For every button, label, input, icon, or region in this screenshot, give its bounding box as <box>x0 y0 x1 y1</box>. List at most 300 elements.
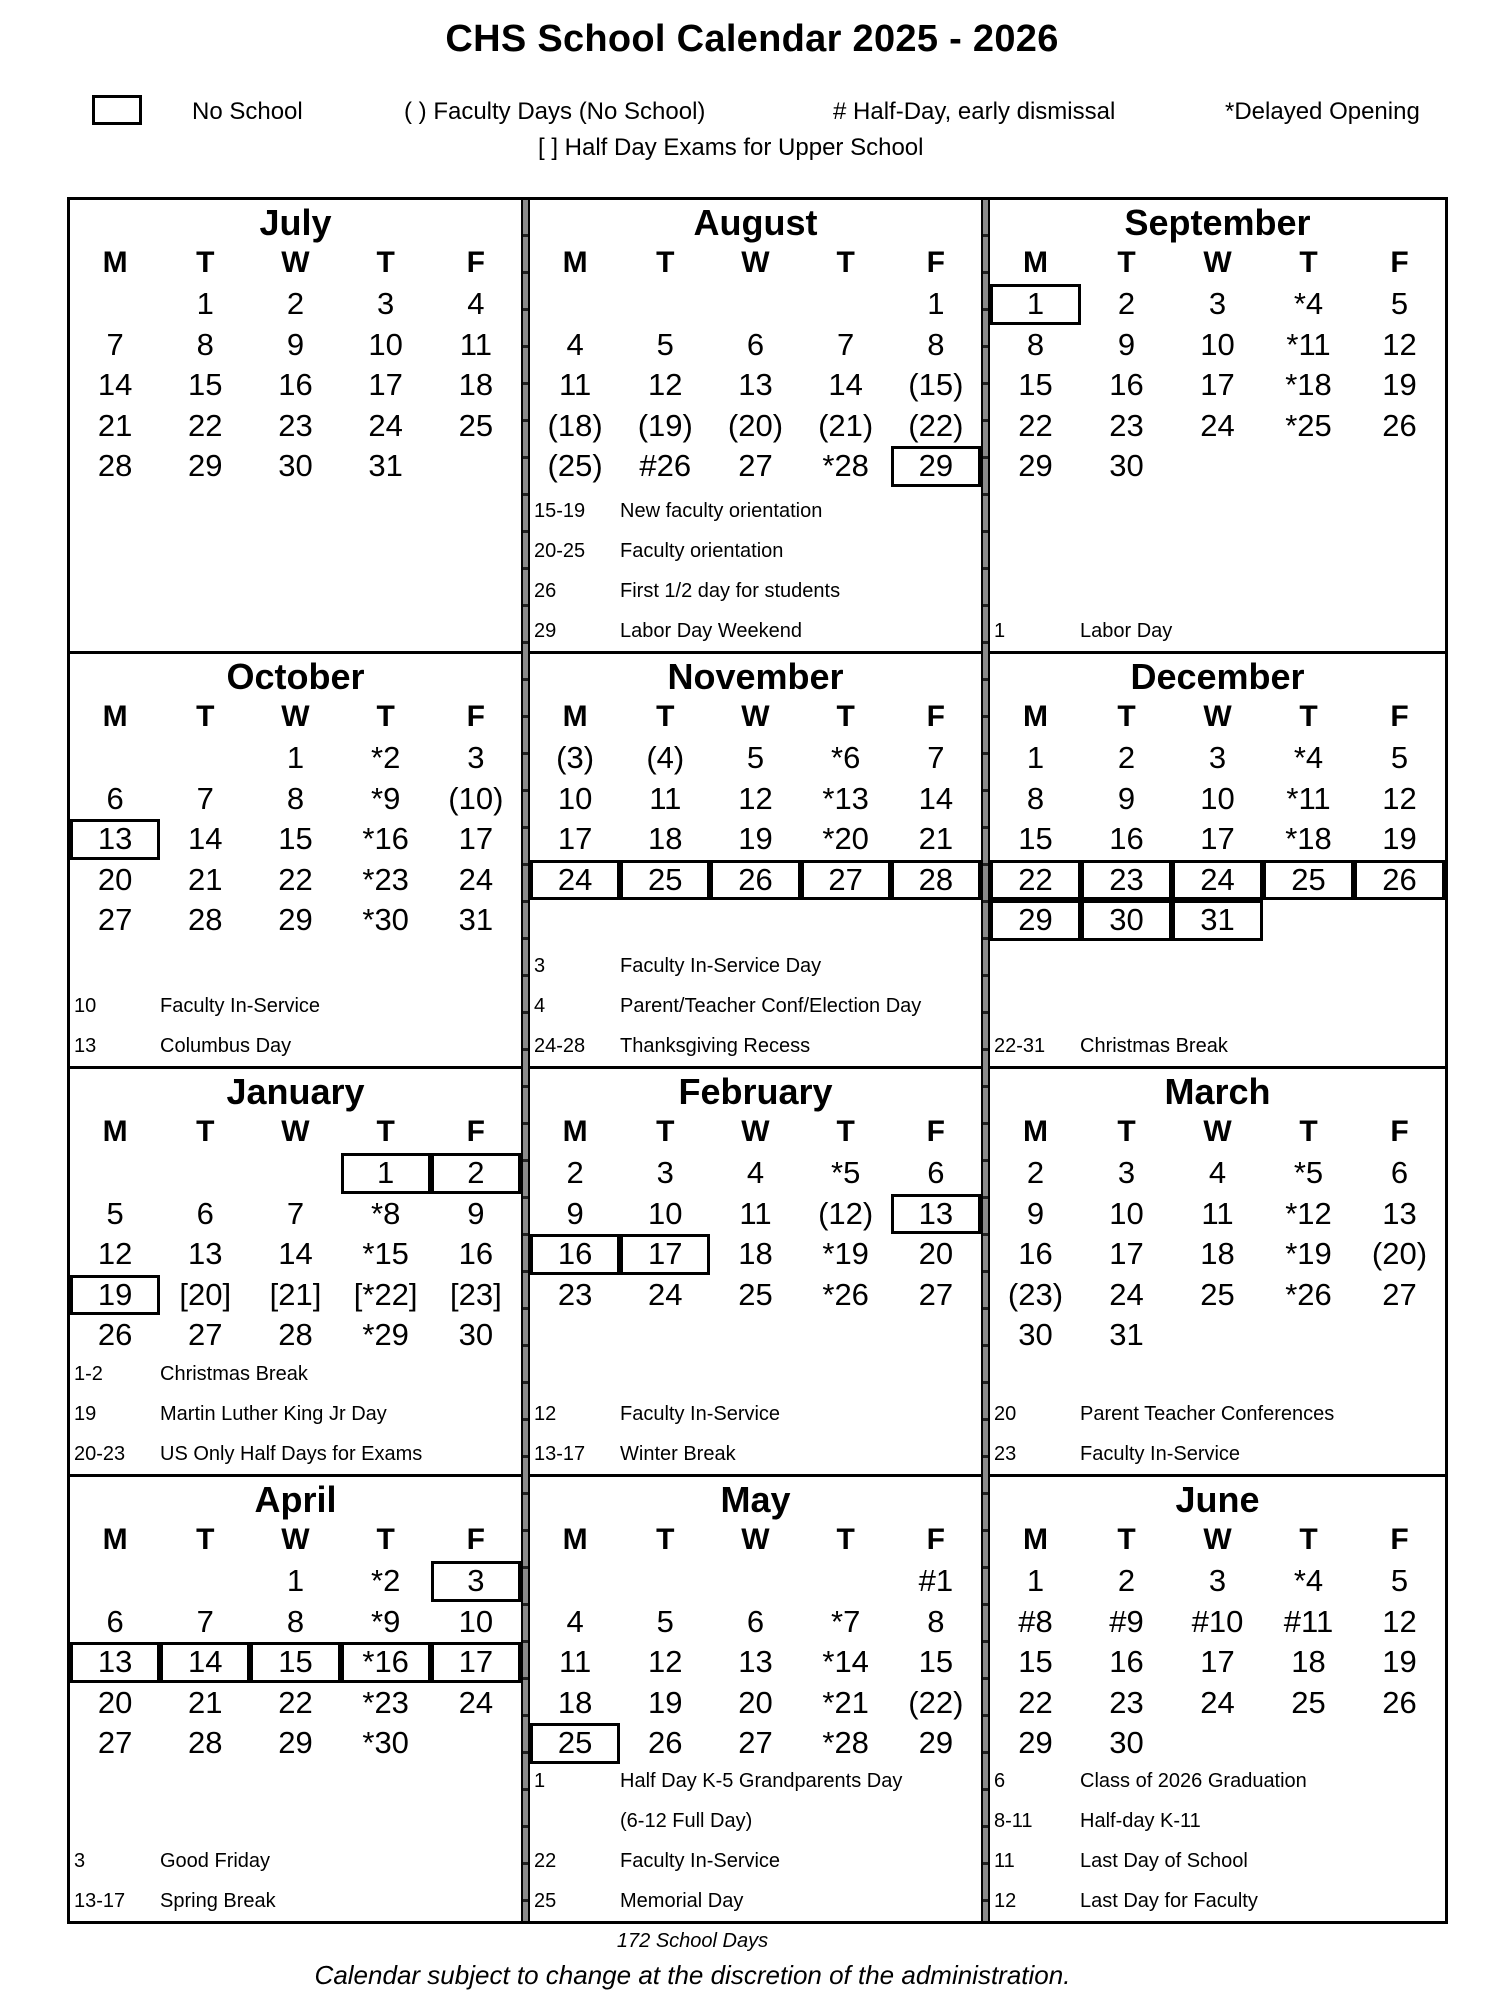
day-cell <box>620 1561 710 1602</box>
day-cell: 9 <box>566 1195 584 1231</box>
day-cell <box>431 1723 521 1764</box>
day-header: T <box>656 246 675 279</box>
day-cell: *4 <box>1293 1563 1324 1598</box>
week-row <box>990 1275 1445 1316</box>
day-cell: 12 <box>648 1644 683 1679</box>
note-row <box>530 986 981 1026</box>
day-cell: (20) <box>1371 1236 1428 1271</box>
day-cell <box>70 1153 160 1194</box>
day-cell: 4 <box>467 286 485 321</box>
no-school-day: 15 <box>250 1642 340 1683</box>
day-cell: 6 <box>106 780 124 816</box>
disclaimer: Calendar subject to change at the discretion of the administration. <box>314 1960 1071 1990</box>
no-school-day: 30 <box>1081 900 1172 941</box>
day-cell: (4) <box>646 740 685 775</box>
note-row <box>70 1354 521 1394</box>
day-cell: *5 <box>1293 1155 1324 1190</box>
day-header: M <box>562 246 588 279</box>
note-row <box>70 1394 521 1434</box>
week-row <box>530 900 981 941</box>
month-name: October <box>226 656 365 697</box>
month-notes <box>530 491 981 651</box>
day-cell: 7 <box>196 1603 214 1639</box>
day-cell: (21) <box>818 407 874 443</box>
day-cell: *8 <box>371 1195 401 1231</box>
day-cell: (15) <box>908 367 964 402</box>
day-cell <box>530 1561 620 1602</box>
no-school-day: 13 <box>70 1642 160 1683</box>
month-name: April <box>254 1479 337 1520</box>
week-row <box>530 779 981 820</box>
week-row <box>530 325 981 366</box>
day-header: T <box>656 1115 675 1148</box>
column-separator <box>521 200 530 1921</box>
day-cell: (3) <box>556 740 595 775</box>
note-date: 12 <box>534 1403 557 1425</box>
month-notes <box>70 986 521 1066</box>
day-cell: 31 <box>368 448 403 483</box>
no-school-day: 29 <box>891 446 981 487</box>
day-cell: *30 <box>362 902 409 937</box>
day-cell: 8 <box>927 326 945 362</box>
day-cell: 15 <box>1018 1644 1053 1679</box>
day-cell: *4 <box>1293 740 1324 775</box>
day-cell: 2 <box>1026 1155 1045 1190</box>
day-cell: 14 <box>97 367 133 402</box>
day-cell: 8 <box>286 1603 305 1639</box>
day-header: T <box>196 1523 215 1556</box>
day-cell: 10 <box>648 1195 683 1231</box>
day-cell: *13 <box>822 780 869 816</box>
day-cell: *26 <box>822 1276 869 1312</box>
day-cell: 26 <box>1382 1684 1417 1720</box>
day-cell: 3 <box>1208 286 1227 321</box>
note-row <box>990 1801 1445 1841</box>
day-header-row <box>990 1111 1445 1153</box>
note-text: Christmas Break <box>1080 1035 1228 1057</box>
week-row <box>70 1561 521 1602</box>
day-cell <box>70 284 160 325</box>
week-row <box>990 1602 1445 1643</box>
day-cell: 15 <box>278 821 313 856</box>
day-header: F <box>926 246 945 279</box>
day-cell: 13 <box>738 367 773 402</box>
day-header-row <box>530 696 981 738</box>
day-cell <box>1263 446 1354 487</box>
week-row <box>990 1561 1445 1602</box>
day-header: M <box>1023 700 1048 733</box>
day-cell: 10 <box>1200 326 1235 362</box>
day-header-row <box>990 696 1445 738</box>
day-cell: 12 <box>97 1236 133 1271</box>
day-cell: 1 <box>286 1563 305 1598</box>
week-row <box>70 1194 521 1235</box>
day-cell: 10 <box>368 326 403 362</box>
day-cell: 22 <box>1018 407 1053 443</box>
note-date: 22 <box>534 1850 557 1872</box>
day-header: W <box>281 1523 310 1556</box>
week-row <box>530 1561 981 1602</box>
week-row <box>70 1602 521 1643</box>
day-cell: 27 <box>97 1725 133 1760</box>
note-text: Labor Day <box>1080 620 1173 642</box>
month-name: July <box>259 202 332 243</box>
day-header: M <box>102 246 128 279</box>
day-cell: 21 <box>188 861 223 897</box>
no-school-day: 22 <box>990 860 1081 901</box>
day-cell <box>530 1315 620 1356</box>
day-cell: 4 <box>566 1603 584 1639</box>
day-cell: *30 <box>362 1725 409 1760</box>
no-school-day: 23 <box>1081 860 1172 901</box>
day-header: W <box>1203 1115 1232 1148</box>
day-cell: 17 <box>1109 1236 1144 1271</box>
day-header: W <box>741 1523 770 1556</box>
day-header: F <box>466 1523 485 1556</box>
week-row <box>70 284 521 325</box>
note-text: New faculty orientation <box>620 500 823 522</box>
day-cell: 26 <box>1382 407 1417 443</box>
week-row <box>70 1275 521 1316</box>
day-cell: 30 <box>458 1317 494 1352</box>
day-cell <box>530 900 620 941</box>
day-cell: 29 <box>1018 448 1053 483</box>
day-cell: *4 <box>1293 286 1324 321</box>
note-date: 19 <box>74 1403 97 1425</box>
day-cell: 25 <box>1291 1684 1326 1720</box>
note-row <box>530 946 981 986</box>
day-cell: 22 <box>1018 1684 1053 1720</box>
day-cell: 23 <box>1109 407 1144 443</box>
month-april <box>70 1477 521 1921</box>
no-school-day: 1 <box>990 284 1081 325</box>
month-september <box>990 200 1445 654</box>
day-header-row <box>990 1519 1445 1561</box>
day-cell: 7 <box>927 740 945 775</box>
day-cell: 17 <box>368 367 403 402</box>
day-cell: 19 <box>1382 367 1417 402</box>
day-cell: 29 <box>188 448 223 483</box>
week-row <box>530 1153 981 1194</box>
month-name: September <box>1124 202 1311 243</box>
day-cell: 25 <box>738 1276 773 1312</box>
note-date: 15-19 <box>534 500 586 522</box>
note-row <box>530 611 981 651</box>
note-text: Winter Break <box>620 1443 736 1465</box>
note-date <box>530 1801 620 1841</box>
no-school-day: 16 <box>530 1234 620 1275</box>
day-cell: 31 <box>458 902 494 937</box>
note-text: Last Day for Faculty <box>1080 1890 1258 1912</box>
day-header-row <box>530 242 981 284</box>
week-row <box>530 738 981 779</box>
no-school-day: 14 <box>160 1642 250 1683</box>
day-cell: 6 <box>1390 1155 1409 1190</box>
day-cell <box>431 446 521 487</box>
day-cell: 17 <box>1200 367 1235 402</box>
day-header: T <box>836 246 855 279</box>
day-cell: 4 <box>566 326 584 362</box>
day-cell: *2 <box>371 1563 401 1598</box>
day-header: T <box>1117 1523 1136 1556</box>
week-row <box>990 1683 1445 1724</box>
note-date: 10 <box>74 995 97 1017</box>
day-cell: 29 <box>1018 1725 1053 1760</box>
day-header: T <box>836 700 855 733</box>
month-october <box>70 654 521 1069</box>
day-cell: 16 <box>278 367 313 402</box>
day-cell: *11 <box>1286 326 1331 362</box>
day-header: F <box>1390 246 1409 279</box>
note-row <box>990 1026 1445 1066</box>
no-school-day: 25 <box>1263 860 1354 901</box>
no-school-day: 24 <box>530 860 620 901</box>
day-cell <box>710 284 800 325</box>
month-name: November <box>667 656 844 697</box>
day-header: W <box>741 1115 770 1148</box>
month-july <box>70 200 521 654</box>
day-cell: 21 <box>97 407 133 443</box>
note-row <box>990 1434 1445 1474</box>
page-title: CHS School Calendar 2025 - 2026 <box>445 18 1059 60</box>
day-header: M <box>562 1523 588 1556</box>
day-cell <box>801 1561 891 1602</box>
no-school-day: 17 <box>431 1642 521 1683</box>
note-row <box>530 1881 981 1921</box>
week-row <box>70 738 521 779</box>
day-cell: 10 <box>1200 780 1235 816</box>
day-cell: *23 <box>362 1684 409 1720</box>
week-row <box>70 406 521 447</box>
note-date: 20 <box>994 1403 1017 1425</box>
day-cell <box>250 1153 340 1194</box>
day-cell: 6 <box>106 1603 124 1639</box>
day-cell: 1 <box>286 740 305 775</box>
note-date: 8-11 <box>994 1810 1033 1832</box>
day-cell <box>1263 1315 1354 1356</box>
note-date: 20-25 <box>534 540 586 562</box>
day-cell <box>1263 900 1354 941</box>
note-date: 11 <box>994 1850 1015 1872</box>
day-cell: 13 <box>1382 1195 1417 1231</box>
note-text: Christmas Break <box>160 1363 308 1385</box>
day-header: M <box>102 1115 128 1148</box>
day-header: F <box>1390 1115 1409 1148</box>
day-cell: 24 <box>458 1684 494 1720</box>
day-cell: 24 <box>1200 407 1235 443</box>
day-header: F <box>926 1523 945 1556</box>
day-header: F <box>1390 700 1409 733</box>
month-name: January <box>226 1071 365 1112</box>
day-header: F <box>1390 1523 1409 1556</box>
day-cell: 31 <box>1109 1317 1144 1352</box>
day-cell: 23 <box>557 1276 593 1312</box>
week-row <box>990 900 1445 941</box>
day-header: M <box>562 1115 588 1148</box>
note-row <box>990 1761 1445 1801</box>
day-cell: 14 <box>278 1236 313 1271</box>
month-notes <box>990 611 1445 651</box>
no-school-day: 3 <box>431 1561 521 1602</box>
day-cell: *18 <box>1285 367 1332 402</box>
day-cell <box>1172 1723 1263 1764</box>
note-date: 25 <box>534 1890 557 1912</box>
day-cell: 30 <box>1109 1725 1144 1760</box>
day-cell: 11 <box>459 326 492 362</box>
day-cell: 29 <box>278 902 313 937</box>
day-cell: 22 <box>278 861 313 897</box>
day-cell: 28 <box>278 1317 313 1352</box>
day-cell <box>620 1315 710 1356</box>
day-cell: 16 <box>1109 821 1144 856</box>
week-row <box>530 860 981 901</box>
note-text: Thanksgiving Recess <box>620 1035 811 1057</box>
day-header: M <box>102 1523 128 1556</box>
no-school-day: 26 <box>1354 860 1445 901</box>
day-cell: 7 <box>286 1195 305 1231</box>
day-cell <box>70 1561 160 1602</box>
day-cell: 25 <box>1200 1276 1235 1312</box>
day-cell: (22) <box>908 407 964 443</box>
note-row <box>530 1394 981 1434</box>
day-header-row <box>70 696 521 738</box>
note-text: (6-12 Full Day) <box>620 1810 753 1832</box>
day-cell: *6 <box>831 740 861 775</box>
no-school-day: 24 <box>1172 860 1263 901</box>
week-row <box>990 738 1445 779</box>
legend-no-school: No School <box>192 98 303 125</box>
day-cell <box>530 284 620 325</box>
day-cell: 3 <box>656 1155 674 1190</box>
day-cell: 6 <box>746 1603 765 1639</box>
day-cell: 11 <box>739 1195 772 1231</box>
day-cell: 26 <box>648 1725 683 1760</box>
note-date: 26 <box>534 580 557 602</box>
day-cell: 8 <box>1026 326 1045 362</box>
week-row <box>70 1315 521 1356</box>
note-row <box>530 1841 981 1881</box>
note-date: 23 <box>994 1443 1017 1465</box>
day-cell: 16 <box>1109 1644 1144 1679</box>
day-cell: 27 <box>738 1725 773 1760</box>
note-text: US Only Half Days for Exams <box>160 1443 423 1465</box>
day-cell: 18 <box>458 367 494 402</box>
day-cell: 19 <box>648 1684 683 1720</box>
week-row <box>530 1683 981 1724</box>
note-row <box>530 531 981 571</box>
day-cell: 2 <box>566 1155 584 1190</box>
no-school-day: 17 <box>620 1234 710 1275</box>
day-cell: 12 <box>1382 1603 1417 1639</box>
note-row <box>990 611 1445 651</box>
day-cell: 5 <box>656 326 674 362</box>
day-cell: 23 <box>1109 1684 1144 1720</box>
week-row <box>530 1723 981 1764</box>
day-cell: 28 <box>97 448 133 483</box>
week-row <box>530 1315 981 1356</box>
day-cell: 6 <box>196 1195 214 1231</box>
day-cell <box>891 900 981 941</box>
month-notes <box>990 1394 1445 1474</box>
day-cell: 2 <box>1117 286 1136 321</box>
day-cell: 9 <box>1026 1195 1045 1231</box>
day-cell: *7 <box>831 1603 861 1639</box>
week-row <box>530 365 981 406</box>
week-row <box>990 1153 1445 1194</box>
day-cell: 21 <box>188 1684 223 1720</box>
day-cell: *28 <box>822 448 869 483</box>
day-cell: 17 <box>557 821 593 856</box>
day-cell <box>1354 1723 1445 1764</box>
day-header-row <box>530 1111 981 1153</box>
day-header: M <box>102 700 128 733</box>
day-header: T <box>1117 1115 1136 1148</box>
note-text: Half Day K-5 Grandparents Day <box>620 1770 903 1792</box>
day-cell: *25 <box>1285 407 1332 443</box>
day-cell: 23 <box>278 407 313 443</box>
day-cell: 19 <box>738 821 773 856</box>
day-cell: 30 <box>1018 1317 1053 1352</box>
week-row <box>70 779 521 820</box>
week-row <box>70 1683 521 1724</box>
month-june <box>990 1477 1445 1921</box>
day-cell: 24 <box>368 407 403 443</box>
note-text: Memorial Day <box>620 1890 744 1912</box>
week-row <box>990 284 1445 325</box>
day-cell: 8 <box>1026 780 1045 816</box>
note-date: 20-23 <box>74 1443 126 1465</box>
day-header: T <box>196 700 215 733</box>
week-row <box>70 365 521 406</box>
day-cell: *5 <box>831 1155 861 1190</box>
week-row <box>990 1642 1445 1683</box>
day-cell: *23 <box>362 861 409 897</box>
day-cell: 9 <box>1117 326 1136 362</box>
day-header: F <box>466 700 485 733</box>
day-cell <box>710 900 800 941</box>
day-header: T <box>656 1523 675 1556</box>
note-date: 6 <box>994 1770 1006 1792</box>
day-cell: 11 <box>559 367 592 402</box>
note-text: Parent/Teacher Conf/Election Day <box>620 995 922 1017</box>
day-cell: 5 <box>1390 740 1409 775</box>
day-header: M <box>1023 1115 1048 1148</box>
note-text: Martin Luther King Jr Day <box>160 1403 387 1425</box>
month-name: December <box>1130 656 1305 697</box>
day-cell: 13 <box>738 1644 773 1679</box>
day-cell: #9 <box>1109 1603 1144 1639</box>
note-date: 13-17 <box>74 1890 126 1912</box>
day-cell: (25) <box>547 448 603 483</box>
month-name: May <box>720 1479 791 1520</box>
note-date: 3 <box>74 1850 86 1872</box>
day-cell: 5 <box>656 1603 674 1639</box>
note-text: Faculty In-Service Day <box>620 955 822 977</box>
note-date: 3 <box>534 955 546 977</box>
note-row <box>530 1434 981 1474</box>
day-cell: *28 <box>822 1725 869 1760</box>
legend-delayed-opening: *Delayed Opening <box>1225 98 1420 125</box>
week-row <box>990 819 1445 860</box>
day-cell: 7 <box>196 780 214 816</box>
day-header: T <box>196 246 215 279</box>
note-text: First 1/2 day for students <box>620 580 841 602</box>
day-cell: 24 <box>648 1276 683 1312</box>
no-school-day: 25 <box>620 860 710 901</box>
month-name: February <box>678 1071 833 1112</box>
day-cell: 19 <box>1382 1644 1417 1679</box>
day-cell: [*22] <box>353 1276 418 1312</box>
